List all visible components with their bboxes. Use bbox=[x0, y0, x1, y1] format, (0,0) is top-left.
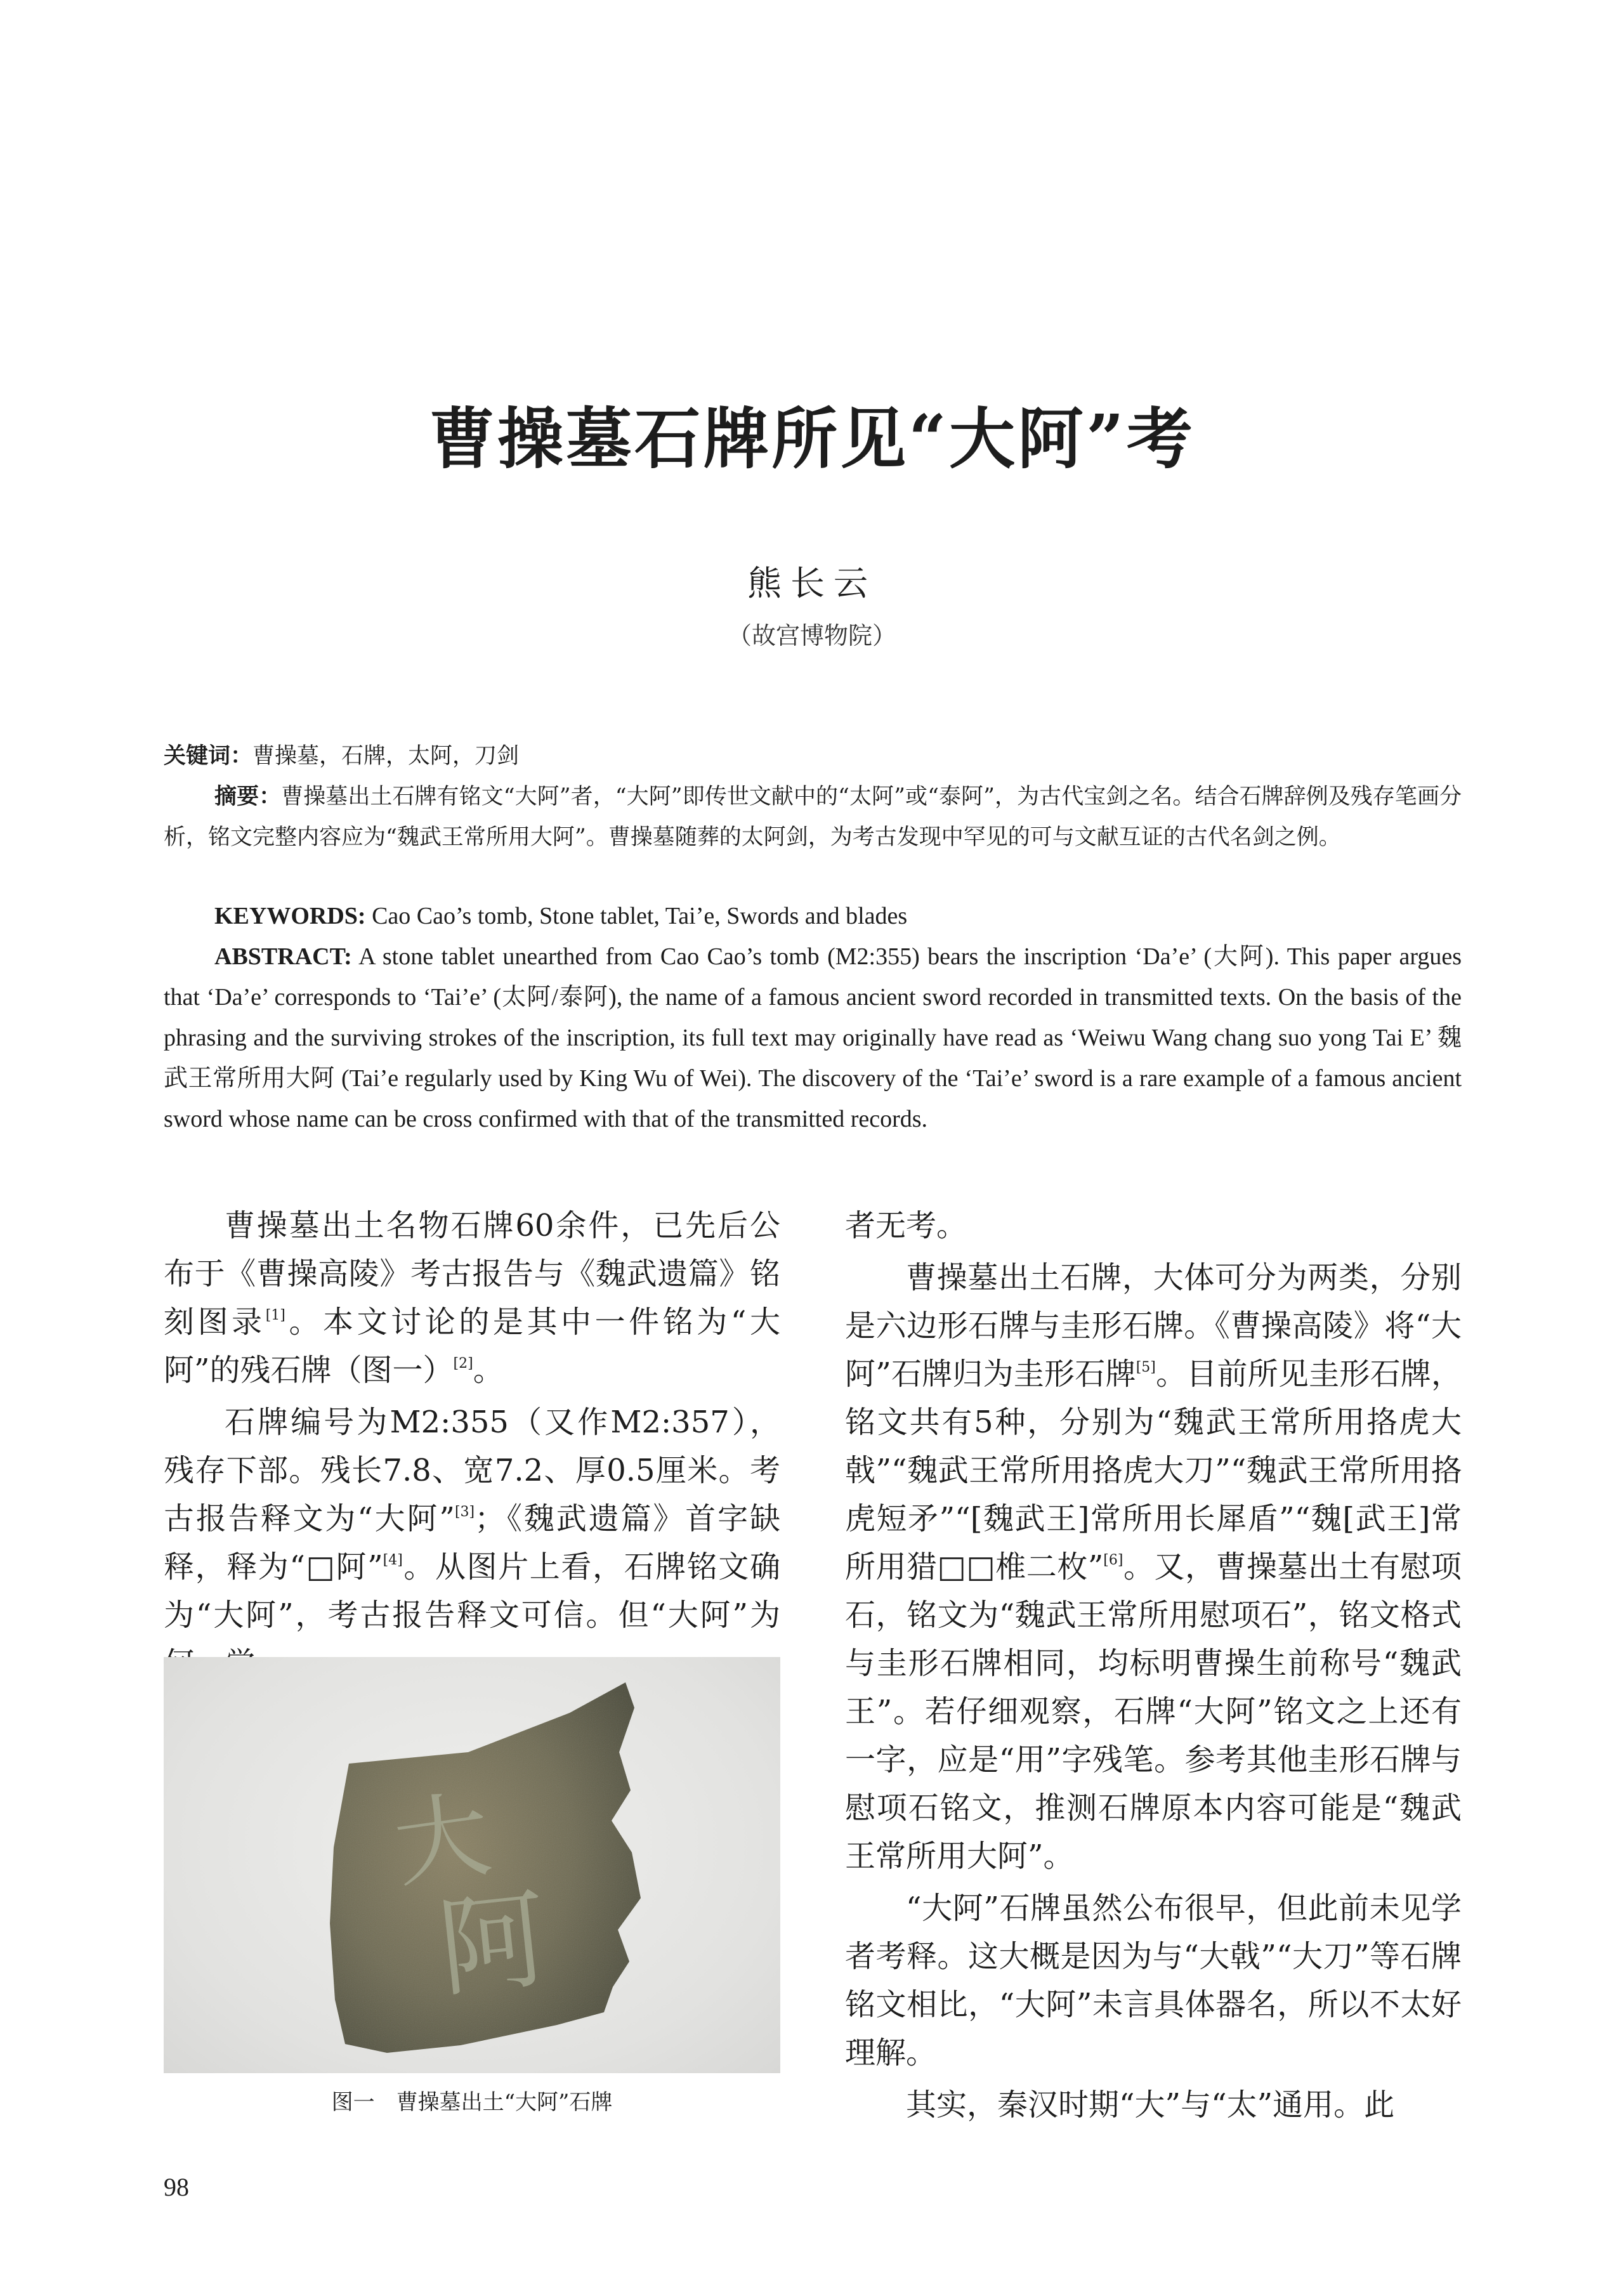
footnote-ref: [2] bbox=[453, 1356, 473, 1372]
stone-tablet-image bbox=[164, 1657, 780, 2073]
footnote-ref: [1] bbox=[265, 1307, 285, 1323]
page-number: 98 bbox=[164, 2173, 189, 2201]
author-affiliation: （故宫博物院） bbox=[727, 622, 896, 650]
inscription-char-2: 阿 bbox=[432, 1877, 553, 2013]
keywords-zh-label: 关键词： bbox=[164, 743, 253, 769]
right-column bbox=[845, 1202, 1462, 2129]
inscription-char-1: 大 bbox=[387, 1779, 497, 1902]
keywords-zh bbox=[164, 736, 1462, 776]
footnote-ref: [6] bbox=[1103, 1552, 1123, 1568]
paragraph: 其实，秦汉时期“大”与“太”通用。此 bbox=[906, 2087, 1395, 2123]
abstract-zh-label: 摘要： bbox=[214, 783, 282, 809]
paragraph: “大阿”石牌虽然公布很早，但此前未见学者考释。这大概是因为与“大戟”“大刀”等石牌铭文相比，“大阿”未言具体器名，所以不太好理解。 bbox=[845, 1890, 1462, 2071]
keywords-en bbox=[164, 896, 1462, 936]
stone-tablet-photo bbox=[164, 1657, 780, 2073]
keywords-en-label: KEYWORDS: bbox=[214, 903, 366, 929]
abstract-zh bbox=[164, 776, 1462, 858]
paragraph: 者无考。 bbox=[845, 1208, 967, 1243]
paper-title: 曹操墓石牌所见“大阿”考 bbox=[429, 400, 1195, 478]
paragraph: 石牌编号为M2:355（又作M2:357），残存下部。残长7.8、宽7.2、厚0.5厘米。考古报告释文为“大阿”[3]；《魏武遗篇》首字缺释，释为“□阿”[4]。从图片上看，石牌铭文确为“大阿”，考古报告释文可信。但“大阿”为 bbox=[164, 1405, 780, 1633]
abstract-en-text: A stone tablet unearthed from Cao Cao’s tomb (M2:355) bears the inscription ‘Da’e’ (大阿). This paper argues that ‘Da’e’ corresponds to ‘Tai’e’ (太阿/泰阿), the name of a famous ancient sword recorded in transmitted texts. On the basis of the phrasing and the surviving strokes of the inscription, its full text may originally have read as ‘Weiwu Wang chang suo yong Tai E’ 魏武王常所用大阿 (Tai’e regularly used by King Wu of Wei). The discovery of the ‘Tai’e’ sword is a rare example of a famous ancient sword whose name can be cross confirmed with that of the transmitted records. bbox=[164, 943, 1462, 1132]
left-column bbox=[164, 1202, 780, 1687]
abstract-en-label: ABSTRACT: bbox=[214, 943, 352, 970]
paragraph: 曹操墓出土石牌，大体可分为两类，分别是六边形石牌与圭形石牌。《曹操高陵》将“大阿”石牌归为圭形石牌[5]。目前所见圭形石牌，铭文共有5种，分别为“魏武王常所用挌虎大戟”“魏武王常所用挌虎大刀”“魏武王常所用挌虎短矛”“[魏武王]常所用长犀盾”“魏[武王]常所用猎□□椎二枚”[6]。又，曹操墓出土有慰项石，铭文为“魏武王常所用慰项石”，铭文格式与圭形石牌相同，均标明曹操生前称号“魏武王”。若仔细观察，石牌“大阿”铭文之上还有一字，应是“用”字残笔。参考其他圭形石牌与慰项石铭文，推测石牌原本内容可能是“魏武王常所用大阿”。 bbox=[845, 1260, 1462, 1874]
abstract-zh-text: 曹操墓出土石牌有铭文“大阿”者，“大阿”即传世文献中的“太阿”或“泰阿”，为古代宝剑之名。结合石牌辞例及残存笔画分析，铭文完整内容应为“魏武王常所用大阿”。曹操墓随葬的太阿剑，为考古发现中罕见的可与文献互证的古代名剑之例。 bbox=[164, 784, 1462, 850]
abstract-en bbox=[164, 936, 1462, 1139]
figure-caption: 图一 曹操墓出土“大阿”石牌 bbox=[331, 2090, 613, 2115]
footnote-ref: [5] bbox=[1136, 1359, 1156, 1375]
keywords-en-text: Cao Cao’s tomb, Stone tablet, Tai’e, Swords and blades bbox=[365, 903, 908, 929]
footnote-ref: [3] bbox=[454, 1504, 475, 1520]
keywords-zh-text: 曹操墓，石牌，太阿，刀剑 bbox=[252, 743, 520, 769]
footnote-ref: [4] bbox=[383, 1552, 403, 1568]
paragraph: 曹操墓出土名物石牌60余件，已先后公布于《曹操高陵》考古报告与《魏武遗篇》铭刻图录[1]。本文讨论的是其中一件铭为“大阿”的残石牌（图一）[2]。 bbox=[164, 1208, 780, 1388]
author-name: 熊长云 bbox=[747, 563, 877, 603]
